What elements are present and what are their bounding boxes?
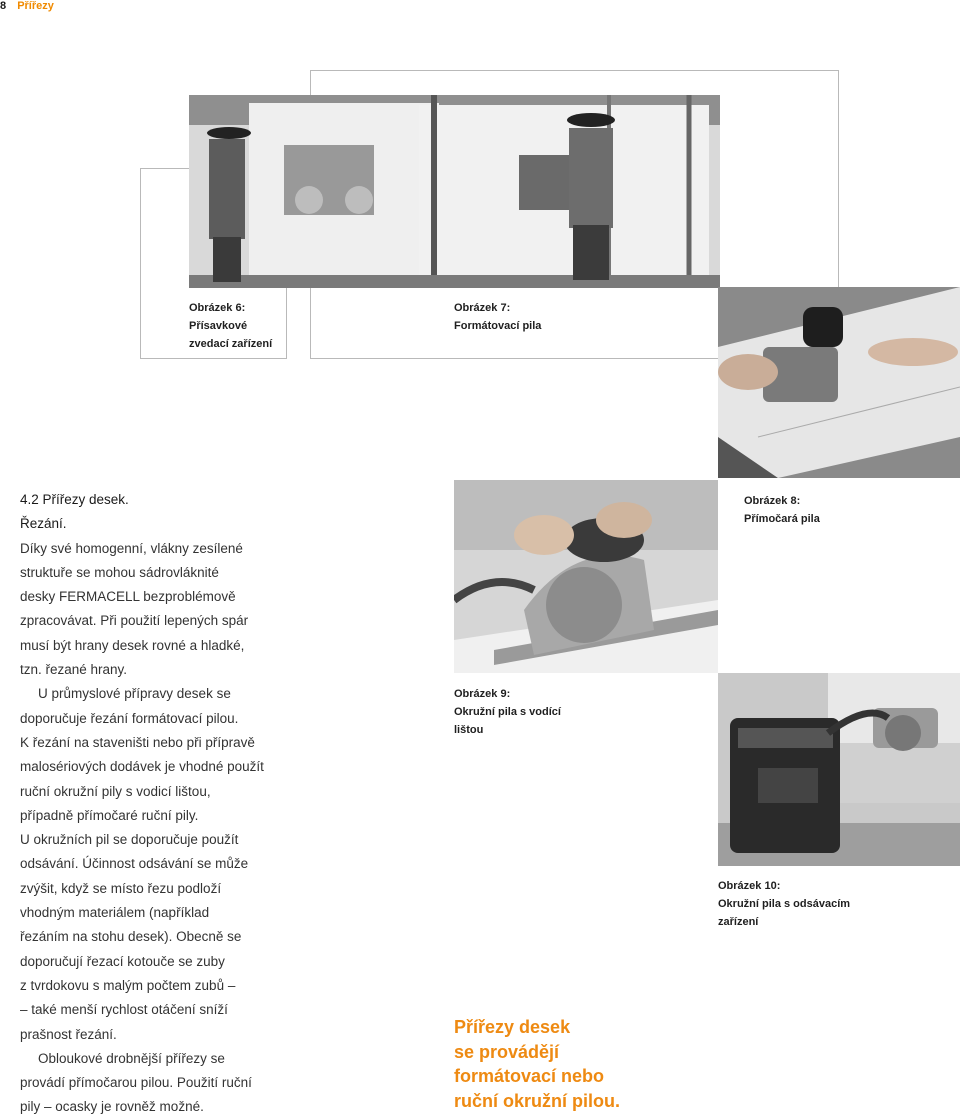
- page-number: 8: [0, 0, 7, 12]
- paragraph-1-line: tzn. řezané hrany.: [20, 662, 128, 678]
- pull-quote-line: ruční okružní pilou.: [454, 1090, 620, 1111]
- body-text: [20, 488, 295, 1117]
- paragraph-2-line: doporučuje řezání formátovací pilou.: [20, 710, 239, 726]
- paragraph-2-line: řezáním na stohu desek). Obecně se: [20, 929, 242, 945]
- figure-6-line-1: Přísavkové: [189, 320, 248, 332]
- photo-jigsaw: [718, 287, 960, 478]
- paragraph-2-line: odsávání. Účinnost odsávání se může: [20, 856, 249, 872]
- photo-circular-saw-with-rail: [454, 480, 718, 673]
- section-heading: 4.2 Přířezy desek.: [20, 492, 129, 507]
- page-header: [0, 0, 54, 12]
- paragraph-2-line: U průmyslové přípravy desek se: [38, 686, 231, 702]
- paragraph-2-line: malosériových dodávek je vhodné použít: [20, 759, 264, 775]
- figure-7-label: Obrázek 7:: [454, 302, 511, 314]
- pull-quote-line: Přířezy desek: [454, 1017, 571, 1037]
- figure-6-caption: [189, 299, 272, 353]
- paragraph-3-line: Obloukové drobnější přířezy se: [38, 1050, 225, 1066]
- figure-6-line-2: zvedací zařízení: [189, 338, 273, 350]
- figure-10-line-1: Okružní pila s odsávacím: [718, 898, 851, 910]
- figure-8-label: Obrázek 8:: [744, 495, 801, 507]
- pull-quote-line: formátovací nebo: [454, 1066, 605, 1086]
- paragraph-1-line: struktuře se mohou sádrovláknité: [20, 564, 219, 580]
- figure-10-label: Obrázek 10:: [718, 880, 781, 892]
- paragraph-3-line: pily – ocasky je rovněž možné.: [20, 1099, 204, 1115]
- paragraph-2-line: U okružních pil se doporučuje použít: [20, 832, 239, 848]
- paragraph-2-line: ruční okružní pily s vodicí lištou,: [20, 783, 211, 799]
- paragraph-2-line: vhodným materiálem (například: [20, 905, 210, 921]
- paragraph-1-line: zpracovávat. Při použití lepených spár: [20, 613, 249, 629]
- figure-9-line-1: Okružní pila s vodící: [454, 706, 561, 718]
- figure-6-label: Obrázek 6:: [189, 302, 246, 314]
- figure-7-caption: [454, 299, 541, 335]
- figure-9-line-2: lištou: [454, 724, 484, 736]
- paragraph-2-line: zvýšit, když se místo řezu podloží: [20, 880, 222, 896]
- paragraph-2-line: K řezání na staveništi nebo při přípravě: [20, 734, 255, 750]
- pull-quote-line: se provádějí: [454, 1041, 560, 1062]
- paragraph-1-line: musí být hrany desek rovné a hladké,: [20, 637, 245, 653]
- paragraph-1-line: desky FERMACELL bezproblémově: [20, 589, 236, 605]
- paragraph-2-line: z tvrdokovu s malým počtem zubů –: [20, 977, 236, 993]
- figure-7-line-1: Formátovací pila: [454, 320, 542, 332]
- photo-suction-lifter-and-panel-saw: [189, 95, 720, 288]
- photo-circular-saw-with-extraction: [718, 673, 960, 866]
- figure-10-caption: [718, 877, 850, 931]
- figure-8-caption: [744, 492, 820, 528]
- paragraph-3-line: provádí přímočarou pilou. Použití ruční: [20, 1075, 252, 1091]
- subsection-heading: Řezání.: [20, 516, 67, 532]
- figure-9-label: Obrázek 9:: [454, 688, 511, 700]
- paragraph-2-line: – také menší rychlost otáčení sníží: [20, 1002, 228, 1018]
- paragraph-2-line: doporučují řezací kotouče se zuby: [20, 953, 225, 969]
- pull-quote: [454, 1015, 620, 1113]
- paragraph-2-line: prašnost řezání.: [20, 1026, 117, 1042]
- paragraph-1-line: Díky své homogenní, vlákny zesílené: [20, 540, 243, 556]
- paragraph-2-line: případně přímočaré ruční pily.: [20, 807, 199, 823]
- figure-9-caption: [454, 685, 561, 739]
- figure-8-line-1: Přímočará pila: [744, 513, 820, 525]
- section-title: Přířezy: [17, 0, 54, 12]
- figure-10-line-2: zařízení: [718, 916, 759, 928]
